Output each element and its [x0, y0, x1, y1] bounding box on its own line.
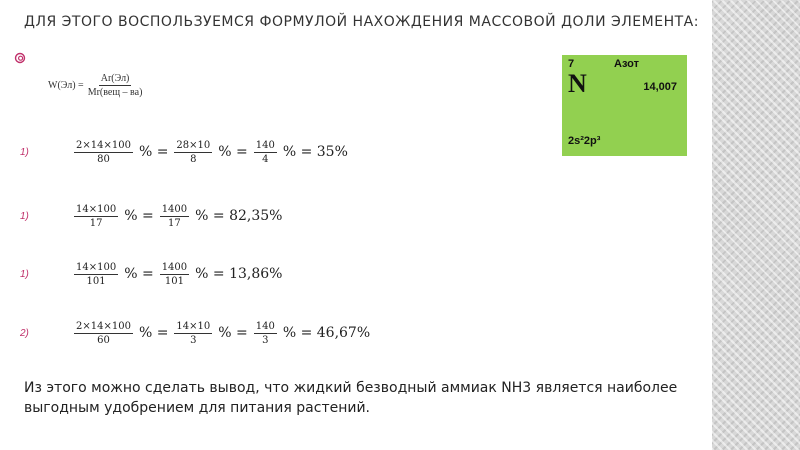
fraction-denominator: 3 [190, 334, 197, 346]
equals-sign: % = [218, 144, 248, 160]
equation-fraction [74, 140, 133, 165]
fraction-denominator: 3 [262, 334, 269, 346]
equation-fraction [254, 140, 277, 165]
formula-numerator: Ar(Эл) [100, 72, 130, 84]
fraction-denominator: 101 [86, 275, 106, 287]
fraction-numerator: 2×14×100 [76, 139, 131, 151]
equals-sign: % = [218, 325, 248, 341]
fraction-numerator: 28×10 [176, 139, 211, 151]
equals-sign: % = [124, 208, 154, 224]
element-symbol: N [568, 69, 587, 98]
formula-denominator: Mr(вещ – ва) [87, 86, 143, 98]
equation-marker: 1) [20, 268, 29, 280]
electron-configuration: 2s²2p³ [568, 135, 601, 147]
atomic-number: 7 [568, 58, 575, 70]
fraction-denominator: 60 [97, 334, 110, 346]
fraction-denominator: 80 [97, 153, 110, 165]
equation-marker: 1) [20, 146, 29, 158]
conclusion-text: Из этого можно сделать вывод, что жидкий безводный аммиак NH3 является наиболее выгодным удобрением для питания растений. [24, 380, 678, 416]
fraction-numerator: 2×14×100 [76, 320, 131, 332]
equation-result: % = 35% [282, 144, 348, 160]
fraction-numerator: 14×100 [76, 203, 117, 215]
equation-fraction [74, 204, 118, 229]
slide-title: ДЛЯ ЭТОГО ВОСПОЛЬЗУЕМСЯ ФОРМУЛОЙ НАХОЖДЕНИЯ МАССОВОЙ ДОЛИ ЭЛЕМЕНТА: [24, 14, 699, 30]
atomic-mass: 14,007 [643, 81, 677, 93]
equation-marker: 2) [20, 327, 29, 339]
equation [72, 262, 286, 287]
fraction-numerator: 1400 [161, 261, 188, 273]
fraction-numerator: 14×10 [176, 320, 211, 332]
equation-result: % = 13,86% [195, 266, 283, 282]
equation-fraction [74, 262, 118, 287]
fraction-denominator: 101 [164, 275, 184, 287]
equation-row [20, 316, 374, 350]
equation-result: % = 46,67% [282, 325, 371, 341]
equation [72, 204, 286, 229]
equals-sign: % = [124, 266, 154, 282]
equation-fraction [74, 321, 133, 346]
equals-sign: % = [138, 144, 169, 160]
equation [72, 321, 374, 346]
equation-row [20, 199, 286, 233]
mass-fraction-formula [48, 70, 146, 100]
spiral-bullet-icon [14, 52, 26, 64]
fraction-denominator: 17 [168, 217, 181, 229]
formula-lhs: W(Эл) = [48, 79, 84, 91]
equation [72, 140, 352, 165]
fraction-denominator: 17 [89, 217, 103, 229]
equation-fraction [160, 204, 189, 229]
equals-sign: % = [138, 325, 169, 341]
equation-row [20, 257, 286, 291]
fraction-denominator: 8 [190, 153, 197, 165]
fraction-numerator: 140 [255, 320, 275, 332]
equation-fraction [160, 262, 189, 287]
fraction-numerator: 1400 [161, 203, 188, 215]
equation-result: % = 82,35% [195, 208, 283, 224]
equation-fraction [254, 321, 277, 346]
fraction-numerator: 140 [255, 139, 275, 151]
equation-marker: 1) [20, 210, 29, 222]
decorative-side-panel [712, 0, 800, 450]
nitrogen-element-card [562, 55, 687, 156]
formula-fraction [86, 73, 145, 98]
element-name: Азот [614, 58, 639, 70]
equation-fraction [174, 321, 212, 346]
equation-fraction [174, 140, 212, 165]
equation-row [20, 135, 352, 169]
fraction-denominator: 4 [262, 153, 269, 165]
fraction-numerator: 14×100 [76, 261, 117, 273]
